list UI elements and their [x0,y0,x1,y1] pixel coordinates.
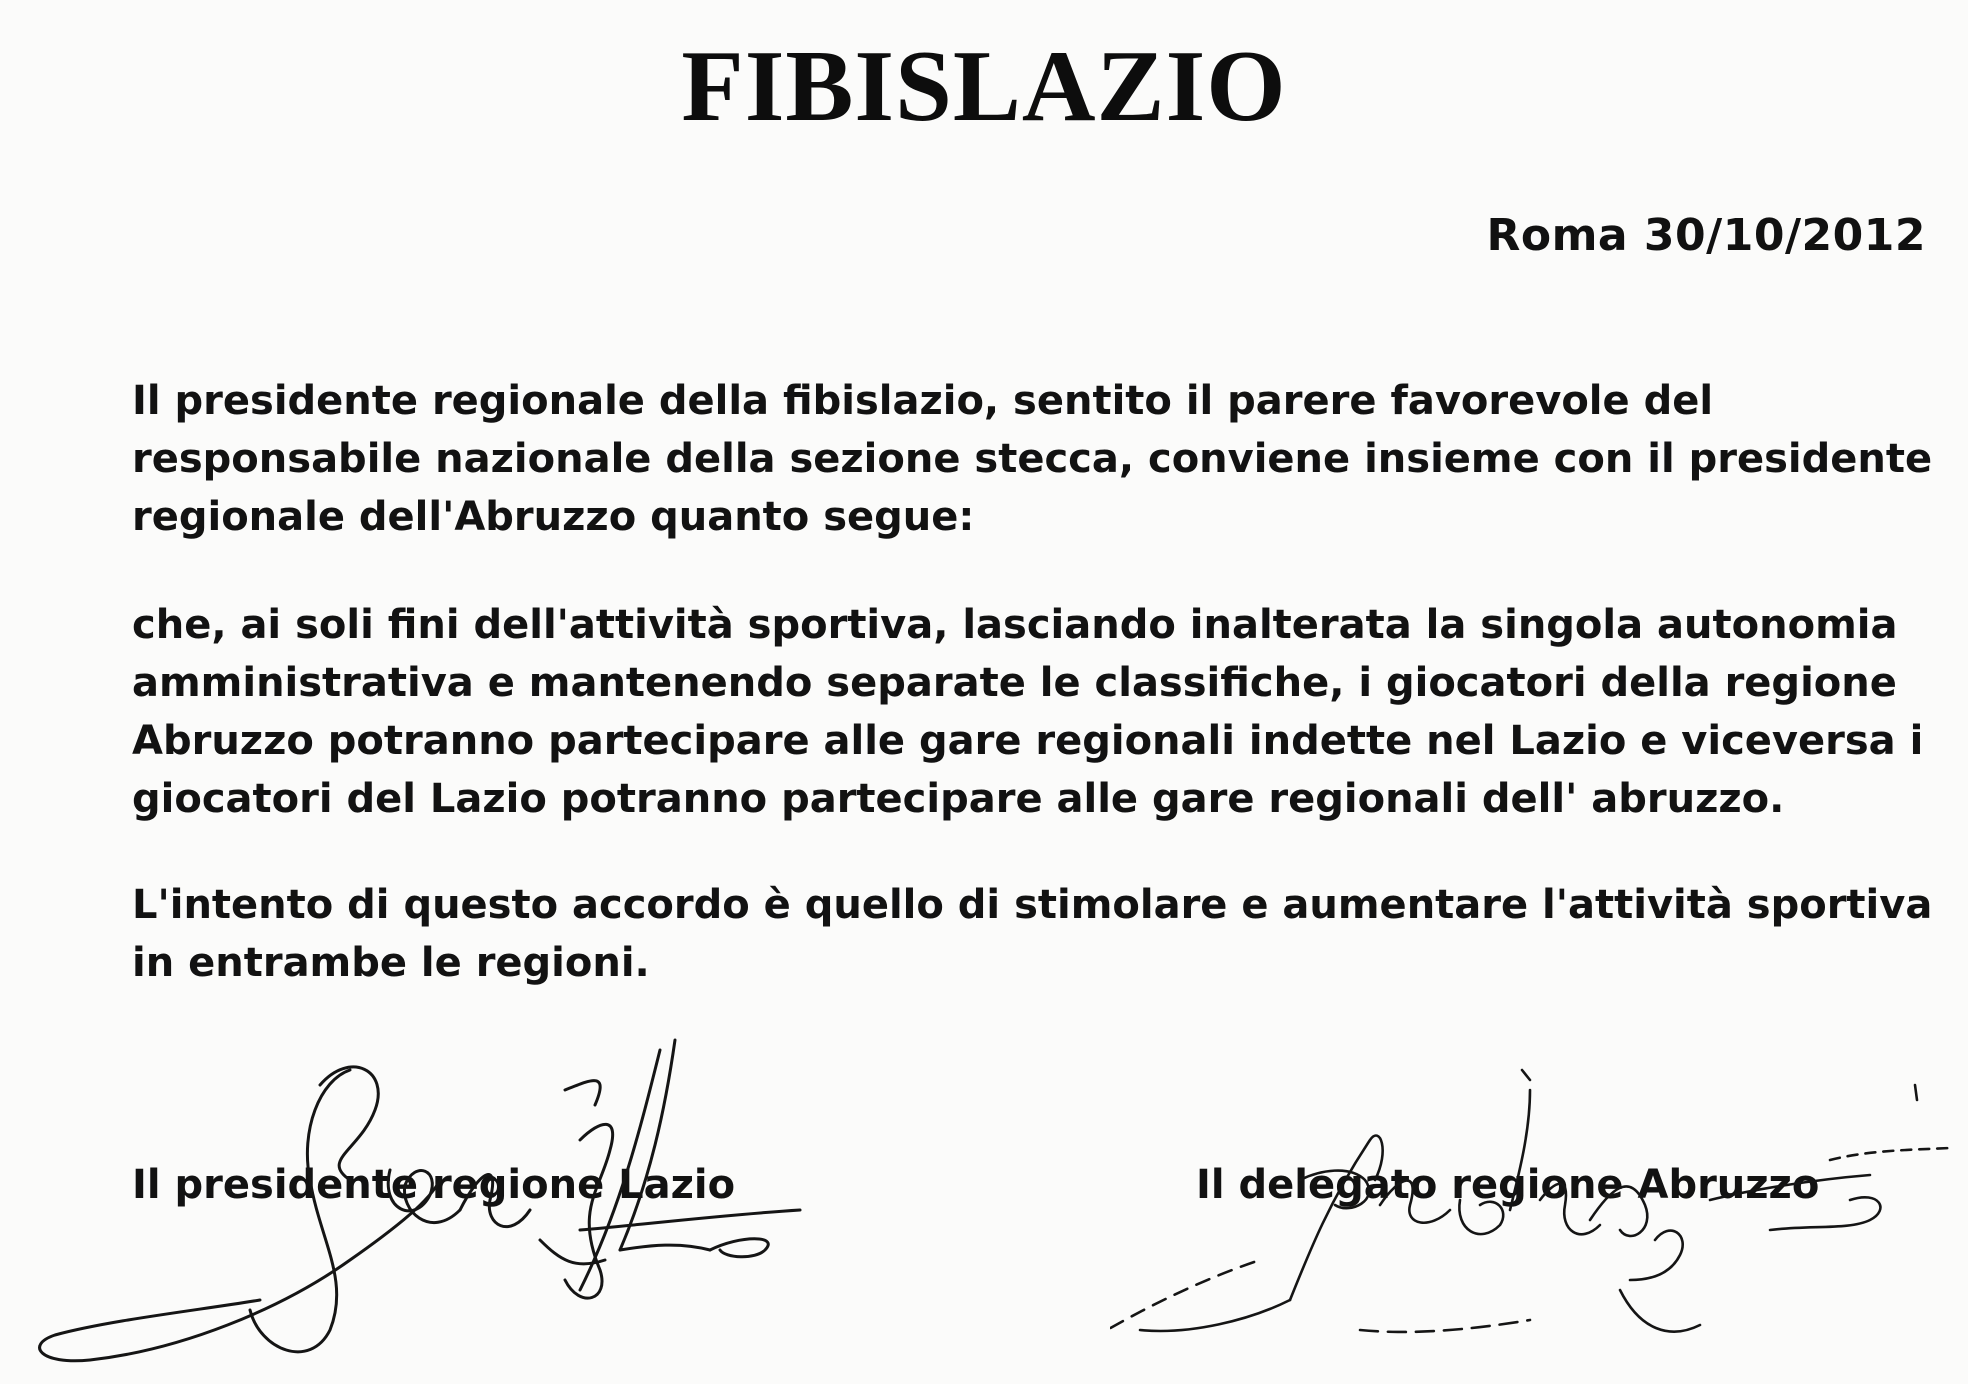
text-line: L'intento di questo accordo è quello di stimolare e aumentare l'attività sportiva [132,882,1933,928]
paragraph-purpose [132,876,1932,992]
text-line: regionale dell'Abruzzo quanto segue: [132,494,975,540]
paragraph-intro [132,372,1932,546]
document-date: Roma 30/10/2012 [1486,210,1926,261]
document-title: FIBISLAZIO [681,30,1287,143]
text-line: in entrambe le regioni. [132,940,650,986]
signature-label-abruzzo: Il delegato regione Abruzzo [1196,1162,1820,1208]
text-line: responsabile nazionale della sezione stecca, conviene insieme con il presidente [132,436,1933,482]
signature-label-lazio: Il presidente regione Lazio [132,1162,736,1208]
text-line: amministrativa e mantenendo separate le classifiche, i giocatori della regione [132,660,1897,706]
text-line: giocatori del Lazio potranno partecipare alle gare regionali dell' abruzzo. [132,776,1785,822]
text-line: Abruzzo potranno partecipare alle gare regionali indette nel Lazio e viceversa i [132,718,1924,764]
text-line: che, ai soli fini dell'attività sportiva, lasciando inalterata la singola autonomia [132,602,1898,648]
paragraph-agreement [132,596,1932,828]
text-line: Il presidente regionale della fibislazio, sentito il parere favorevole del [132,378,1714,424]
